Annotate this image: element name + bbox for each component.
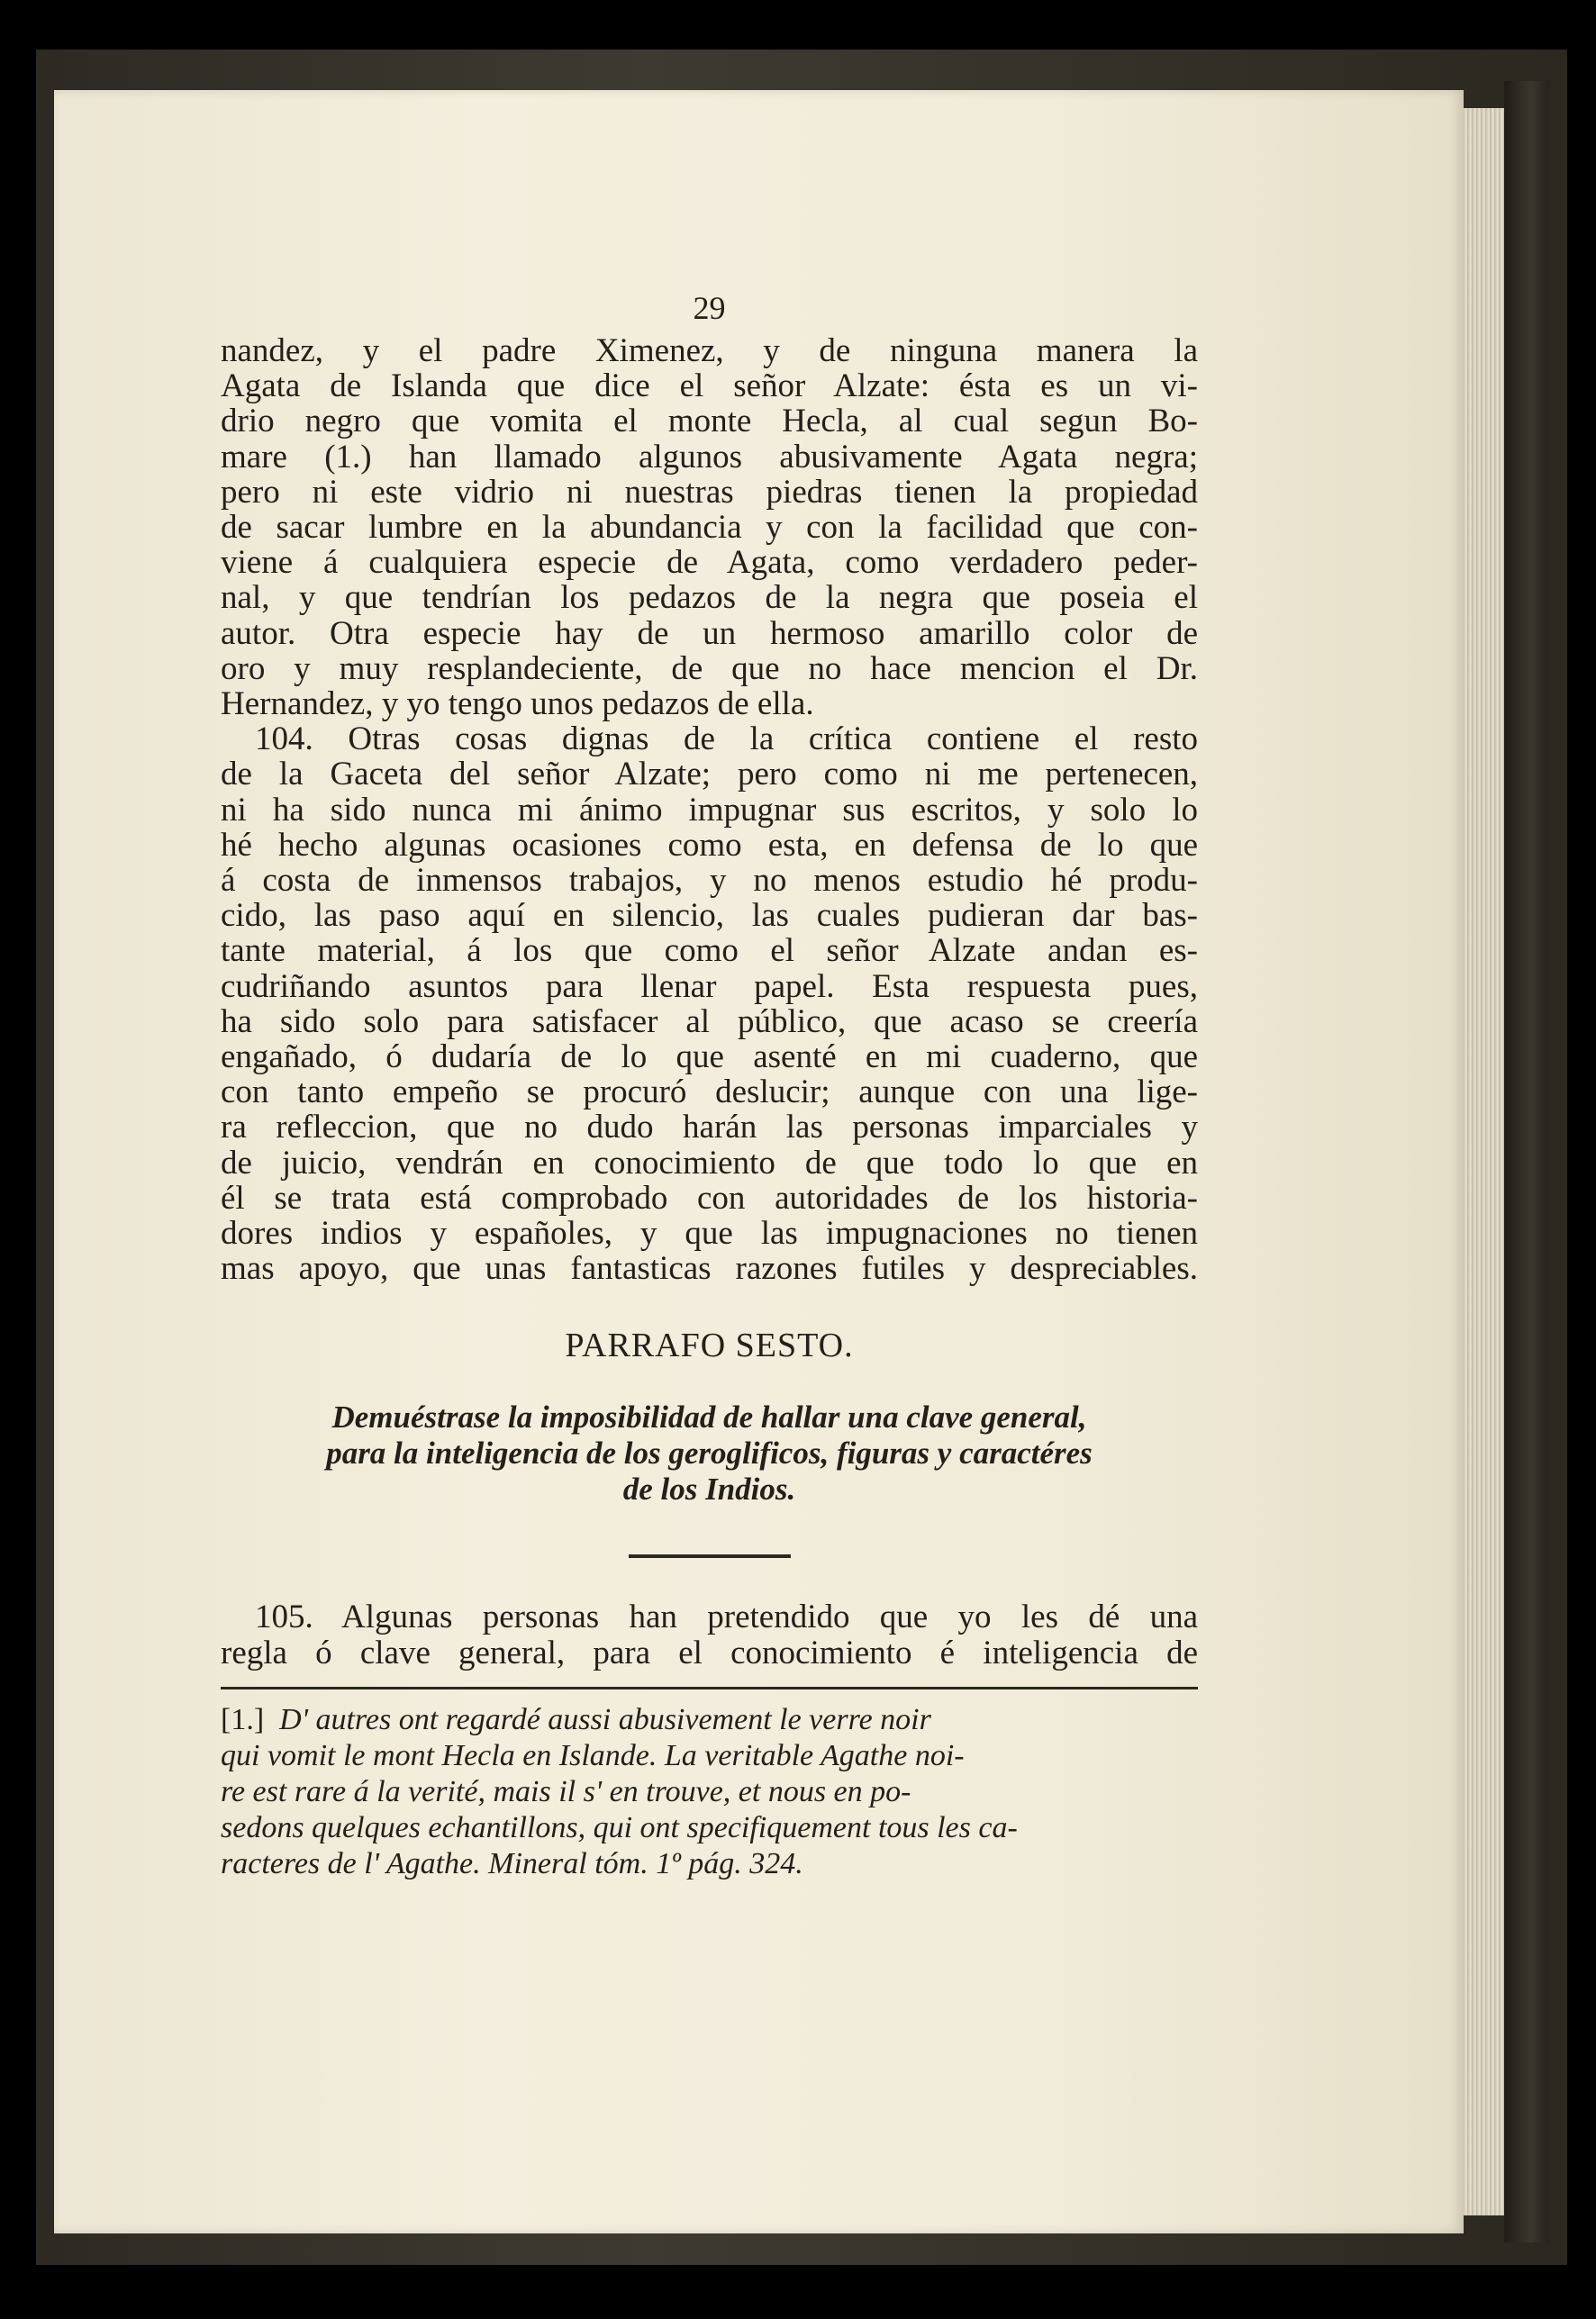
text-line: hé hecho algunas ocasiones como esta, en defensa de lo que bbox=[221, 826, 1198, 864]
section-separator bbox=[629, 1554, 791, 1558]
text-line: Hernandez, y yo tengo unos pedazos de ella. bbox=[221, 685, 814, 723]
text-line: de sacar lumbre en la abundancia y con la facilidad que con- bbox=[221, 509, 1198, 547]
section-subtitle bbox=[221, 1400, 1198, 1508]
paragraph-104 bbox=[221, 721, 1198, 1286]
text-line: engañado, ó dudaría de lo que asenté en mi cuaderno, que bbox=[221, 1038, 1198, 1076]
paragraph-103-continued bbox=[221, 333, 1198, 721]
footnote bbox=[221, 1702, 1198, 1882]
text-line: mas apoyo, que unas fantasticas razones futiles y despreciables. bbox=[221, 1250, 1198, 1288]
text-line: 104. Otras cosas dignas de la crítica contiene el resto bbox=[255, 720, 1198, 758]
footnote-line: qui vomit le mont Hecla en Islande. La veritable Agathe noi- bbox=[221, 1738, 965, 1772]
text-line: de juicio, vendrán en conocimiento de que todo lo que en bbox=[221, 1144, 1198, 1182]
text-line: tante material, á los que como el señor Alzate andan es- bbox=[221, 932, 1198, 970]
page-number: 29 bbox=[693, 290, 726, 326]
book-spine bbox=[1504, 81, 1549, 2242]
footnote-rule bbox=[221, 1687, 1198, 1689]
subtitle-line: para la inteligencia de los geroglificos, figuras y caractéres bbox=[326, 1436, 1093, 1472]
text-line: drio negro que vomita el monte Hecla, al cual segun Bo- bbox=[221, 403, 1198, 440]
text-line: cudriñando asuntos para llenar papel. Esta respuesta pues, bbox=[221, 967, 1198, 1005]
footnote-line: sedons quelques echantillons, qui ont specifiquement tous les ca- bbox=[221, 1810, 1018, 1844]
text-line: ra refleccion, que no dudo harán las personas imparciales y bbox=[221, 1109, 1198, 1146]
text-line: viene á cualquiera especie de Agata, como verdadero peder- bbox=[221, 544, 1198, 582]
text-line: mare (1.) han llamado algunos abusivamente Agata negra; bbox=[221, 438, 1198, 476]
text-line: nandez, y el padre Ximenez, y de ninguna manera la bbox=[221, 332, 1198, 369]
text-line: 105. Algunas personas han pretendido que yo les dé una bbox=[255, 1599, 1198, 1636]
text-line: de la Gaceta del señor Alzate; pero como ni me pertenecen, bbox=[221, 756, 1198, 793]
text-line: pero ni este vidrio ni nuestras piedras tienen la propiedad bbox=[221, 473, 1198, 511]
footnote-marker: [1.] bbox=[221, 1702, 265, 1736]
text-line: él se trata está comprobado con autoridades de los historia- bbox=[221, 1179, 1198, 1217]
text-line: ni ha sido nunca mi ánimo impugnar sus escritos, y solo lo bbox=[221, 791, 1198, 829]
text-line: á costa de inmensos trabajos, y no menos estudio hé produ- bbox=[221, 862, 1198, 900]
section-heading: PARRAFO SESTO. bbox=[565, 1327, 854, 1365]
text-line: oro y muy resplandeciente, de que no hace mencion el Dr. bbox=[221, 649, 1198, 687]
subtitle-line: de los Indios. bbox=[622, 1472, 796, 1508]
text-line: autor. Otra especie hay de un hermoso amarillo color de bbox=[221, 614, 1198, 652]
footnote-line: racteres de l' Agathe. Mineral tóm. 1º pág. 324. bbox=[221, 1846, 803, 1880]
text-line: dores indios y españoles, y que las impugnaciones no tienen bbox=[221, 1215, 1198, 1253]
text-line: regla ó clave general, para el conocimiento é inteligencia de bbox=[221, 1634, 1198, 1671]
paragraph-105 bbox=[221, 1599, 1198, 1670]
subtitle-line: Demuéstrase la imposibilidad de hallar una clave general, bbox=[331, 1400, 1087, 1436]
page-content bbox=[221, 288, 1198, 1882]
footnote-text: D' autres ont regardé aussi abusivement le verre noir bbox=[279, 1702, 931, 1736]
text-line: Agata de Islanda que dice el señor Alzate: ésta es un vi- bbox=[221, 367, 1198, 405]
page-edges bbox=[1464, 108, 1504, 2215]
text-line: nal, y que tendrían los pedazos de la negra que poseia el bbox=[221, 579, 1198, 617]
text-line: ha sido solo para satisfacer al público, que acaso se creería bbox=[221, 1002, 1198, 1040]
footnote-line: re est rare á la verité, mais il s' en trouve, et nous en po- bbox=[221, 1774, 911, 1808]
text-line: con tanto empeño se procuró deslucir; aunque con una lige- bbox=[221, 1073, 1198, 1111]
footnote-line bbox=[221, 1702, 1198, 1738]
text-line: cido, las paso aquí en silencio, las cuales pudieran dar bas- bbox=[221, 897, 1198, 935]
